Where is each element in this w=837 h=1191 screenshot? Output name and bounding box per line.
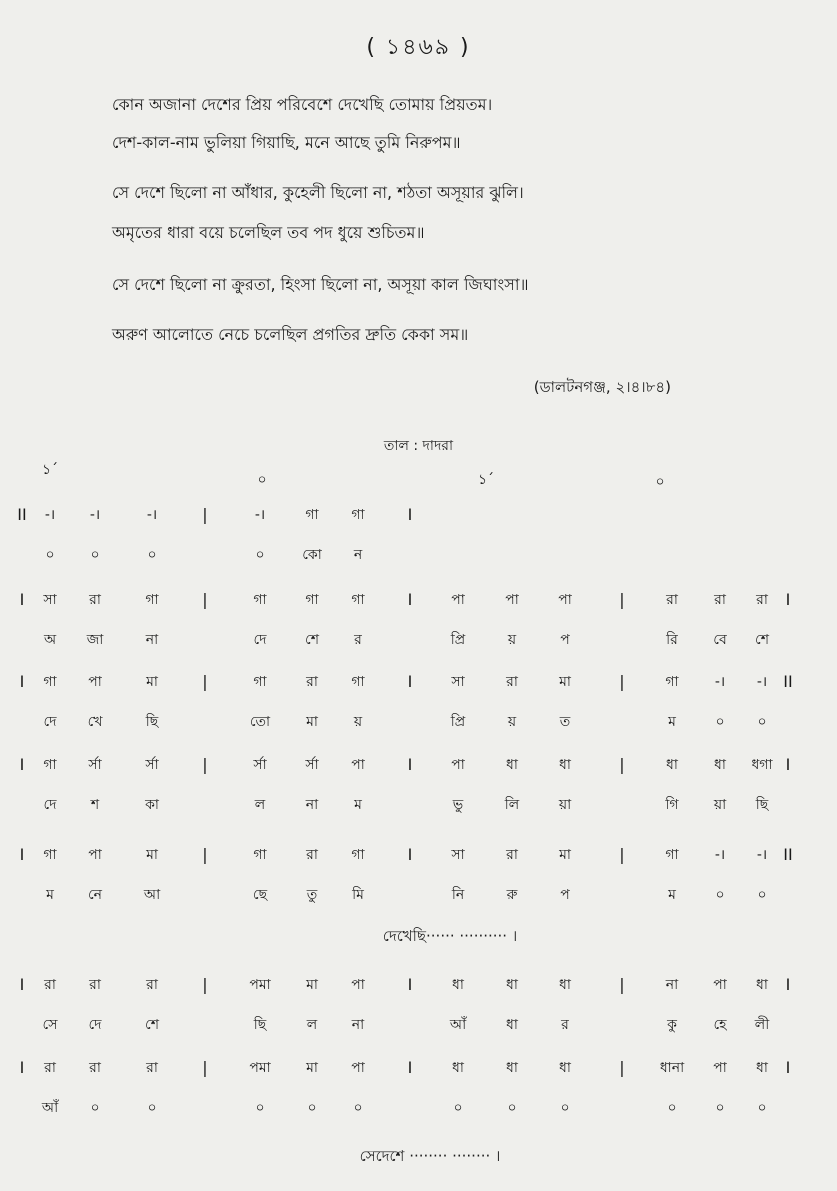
notation-swara: না bbox=[665, 977, 679, 993]
notation-swara: -। bbox=[756, 674, 768, 690]
notation-swara: গা bbox=[351, 507, 365, 523]
notation-swara: I bbox=[407, 505, 413, 524]
notation-swara: গা bbox=[665, 847, 679, 863]
notation-swara: I bbox=[19, 755, 25, 774]
notation-swara: রা bbox=[146, 1060, 158, 1076]
notation-lyric: নি bbox=[451, 887, 465, 903]
notation-swara: I bbox=[19, 590, 25, 609]
notation-lyric: প bbox=[560, 632, 570, 648]
notation-swara: পা bbox=[451, 757, 465, 773]
notation-swara: পা bbox=[351, 757, 365, 773]
notation-swara: -। bbox=[89, 507, 101, 523]
notation-lyric: ম bbox=[46, 887, 54, 903]
notation-lyric: ল bbox=[254, 797, 266, 813]
lyric-line: সে দেশে ছিলো না ক্রুরতা, হিংসা ছিলো না, অসূয়া কাল জিঘাংসা॥ bbox=[112, 275, 529, 294]
notation-lyric: হে bbox=[713, 1017, 727, 1033]
notation-swara: মা bbox=[559, 847, 571, 863]
notation-swara: র্সা bbox=[253, 757, 267, 773]
notation-swara: সা bbox=[43, 592, 57, 608]
notation-swara: গা bbox=[253, 674, 267, 690]
notation-lyric: আঁ bbox=[41, 1100, 59, 1116]
notation-lyric: গি bbox=[665, 797, 679, 813]
notation-swara: গা bbox=[351, 592, 365, 608]
notation-swara: পা bbox=[451, 592, 465, 608]
notation-lyric: দে bbox=[43, 797, 57, 813]
notation-lyric: য়া bbox=[558, 797, 572, 813]
notation-lyric: লি bbox=[504, 797, 520, 813]
notation-lyric: নে bbox=[87, 887, 103, 903]
notation-lyric: র bbox=[354, 632, 362, 648]
notation-lyric: ০ bbox=[255, 1100, 265, 1116]
notation-swara: মা bbox=[306, 977, 318, 993]
notation-lyric: আঁ bbox=[449, 1017, 467, 1033]
notation-swara: I bbox=[785, 1058, 791, 1077]
notation-lyric: সে bbox=[42, 1017, 58, 1033]
notation-swara: রা bbox=[89, 1060, 101, 1076]
notation-lyric: কা bbox=[145, 797, 159, 813]
lyric-line: সে দেশে ছিলো না আঁধার, কুহেলী ছিলো না, শঠতা অসূয়ার ঝুলি। bbox=[112, 183, 524, 202]
notation-lyric: বে bbox=[713, 632, 727, 648]
notation-swara: I bbox=[407, 755, 413, 774]
notation-swara: ধা bbox=[452, 977, 464, 993]
notation-swara: | bbox=[202, 590, 208, 609]
notation-lyric: শে bbox=[145, 1017, 159, 1033]
notation-lyric: দে bbox=[253, 632, 267, 648]
notation-swara: ধা bbox=[666, 757, 678, 773]
notation-swara: | bbox=[619, 755, 625, 774]
lyric-line: অরুণ আলোতে নেচে চলেছিল প্রগতির দ্রুতি কেকা সম॥ bbox=[112, 325, 469, 344]
notation-lyric: ০ bbox=[453, 1100, 463, 1116]
notation-swara: ধা bbox=[506, 757, 518, 773]
notation-swara: পা bbox=[351, 1060, 365, 1076]
notation-lyric: ন bbox=[353, 547, 363, 563]
notation-swara: পমা bbox=[249, 1060, 271, 1076]
notation-swara: সা bbox=[451, 847, 465, 863]
notation-swara: মা bbox=[306, 1060, 318, 1076]
page-number: ( ১৪৬৯ ) bbox=[366, 35, 471, 60]
notation-swara: -। bbox=[756, 847, 768, 863]
notation-swara: র্সা bbox=[305, 757, 319, 773]
notation-swara: | bbox=[619, 975, 625, 994]
notation-lyric: ছি bbox=[145, 714, 159, 730]
notation-swara: গা bbox=[253, 847, 267, 863]
notation-swara: রা bbox=[506, 847, 518, 863]
notation-swara: -। bbox=[44, 507, 56, 523]
notation-swara: মা bbox=[146, 674, 158, 690]
notation-swara: ধা bbox=[559, 757, 571, 773]
tala-mark: ১´ bbox=[477, 472, 495, 488]
notation-swara: ধা bbox=[756, 977, 768, 993]
notation-lyric: য় bbox=[507, 632, 517, 648]
notation-lyric: কো bbox=[302, 547, 322, 563]
notation-swara: -। bbox=[254, 507, 266, 523]
lyric-line: অমৃতের ধারা বয়ে চলেছিল তব পদ ধুয়ে শুচিতম॥ bbox=[112, 223, 425, 242]
notation-swara: পা bbox=[713, 977, 727, 993]
notation-lyric: ০ bbox=[715, 1100, 725, 1116]
notation-lyric: ছে bbox=[252, 887, 268, 903]
notation-swara: ধানা bbox=[659, 1060, 685, 1076]
notation-swara: গা bbox=[351, 674, 365, 690]
notation-lyric: ০ bbox=[507, 1100, 517, 1116]
notation-swara: পা bbox=[88, 847, 102, 863]
notation-lyric: য়া bbox=[713, 797, 727, 813]
notation-swara: সা bbox=[451, 674, 465, 690]
notation-lyric: য় bbox=[353, 714, 363, 730]
notation-swara: গা bbox=[351, 847, 365, 863]
notation-swara: মা bbox=[559, 674, 571, 690]
notation-lyric: শে bbox=[755, 632, 769, 648]
notation-swara: I bbox=[785, 755, 791, 774]
notation-swara: রা bbox=[666, 592, 678, 608]
notation-swara: পমা bbox=[249, 977, 271, 993]
notation-lyric: ভু bbox=[452, 797, 464, 813]
notation-lyric: র bbox=[561, 1017, 569, 1033]
notation-lyric: খে bbox=[87, 714, 103, 730]
notation-lyric: ০ bbox=[90, 547, 100, 563]
notation-lyric: ০ bbox=[560, 1100, 570, 1116]
notation-swara: গা bbox=[665, 674, 679, 690]
notation-lyric: ০ bbox=[90, 1100, 100, 1116]
notation-swara: II bbox=[17, 505, 27, 524]
notation-swara: মা bbox=[146, 847, 158, 863]
notation-swara: রা bbox=[306, 674, 318, 690]
notation-swara: ধা bbox=[559, 1060, 571, 1076]
notation-swara: | bbox=[202, 845, 208, 864]
notation-lyric: দে bbox=[88, 1017, 102, 1033]
notation-lyric: প্রি bbox=[450, 632, 466, 648]
notation-lyric: ০ bbox=[147, 1100, 157, 1116]
notation-lyric: কু bbox=[667, 1017, 677, 1033]
notation-swara: I bbox=[407, 845, 413, 864]
notation-lyric: রু bbox=[506, 887, 518, 903]
notation-lyric: শে bbox=[305, 632, 319, 648]
notation-swara: পা bbox=[713, 1060, 727, 1076]
notation-lyric: ম bbox=[668, 887, 676, 903]
notation-lyric: ০ bbox=[715, 887, 725, 903]
notation-lyric: লী bbox=[754, 1017, 770, 1033]
notation-lyric: ০ bbox=[757, 887, 767, 903]
notation-swara: রা bbox=[146, 977, 158, 993]
notation-swara: রা bbox=[89, 977, 101, 993]
notation-swara: I bbox=[19, 1058, 25, 1077]
notation-swara: | bbox=[202, 1058, 208, 1077]
notation-swara: ধগা bbox=[751, 757, 773, 773]
notation-swara: -। bbox=[714, 847, 726, 863]
notation-swara: | bbox=[619, 1058, 625, 1077]
notation-swara: র্সা bbox=[145, 757, 159, 773]
notation-swara: | bbox=[619, 672, 625, 691]
notation-lyric: ০ bbox=[307, 1100, 317, 1116]
notation-swara: গা bbox=[43, 674, 57, 690]
notation-swara: -। bbox=[714, 674, 726, 690]
notation-swara: রা bbox=[89, 592, 101, 608]
notation-swara: রা bbox=[756, 592, 768, 608]
notation-lyric: ছি bbox=[755, 797, 769, 813]
notation-swara: রা bbox=[44, 1060, 56, 1076]
notation-swara: গা bbox=[43, 847, 57, 863]
notation-swara: I bbox=[407, 1058, 413, 1077]
notation-swara: I bbox=[19, 845, 25, 864]
refrain-marker: সেদেশে ········ ········ । bbox=[359, 1147, 501, 1165]
notation-lyric: ধা bbox=[506, 1017, 518, 1033]
notation-lyric: দে bbox=[43, 714, 57, 730]
tala-mark: ০ bbox=[655, 474, 665, 490]
notation-swara: ধা bbox=[506, 1060, 518, 1076]
notation-swara: ধা bbox=[714, 757, 726, 773]
notation-lyric: ম bbox=[354, 797, 362, 813]
notation-swara: র্সা bbox=[88, 757, 102, 773]
notation-lyric: রি bbox=[666, 632, 678, 648]
notation-lyric: য় bbox=[507, 714, 517, 730]
notation-swara: গা bbox=[145, 592, 159, 608]
notation-lyric: ০ bbox=[715, 714, 725, 730]
notation-lyric: শ bbox=[90, 797, 100, 813]
notation-swara: রা bbox=[714, 592, 726, 608]
notation-swara: রা bbox=[306, 847, 318, 863]
notation-lyric: মি bbox=[352, 887, 364, 903]
notation-swara: I bbox=[19, 975, 25, 994]
refrain-marker: দেখেছি······ ·········· । bbox=[382, 927, 518, 945]
notation-lyric: ম bbox=[668, 714, 676, 730]
notation-lyric: তু bbox=[306, 887, 318, 903]
notation-lyric: না bbox=[145, 632, 159, 648]
notation-lyric: প bbox=[560, 887, 570, 903]
notation-swara: রা bbox=[44, 977, 56, 993]
notation-swara: I bbox=[407, 590, 413, 609]
notation-swara: | bbox=[202, 505, 208, 524]
notation-swara: গা bbox=[305, 592, 319, 608]
tala-heading: তাল : দাদরা bbox=[383, 438, 454, 454]
notation-swara: পা bbox=[351, 977, 365, 993]
notation-swara: ধা bbox=[506, 977, 518, 993]
lyric-line: দেশ-কাল-নাম ভুলিয়া গিয়াছি, মনে আছে তুমি নিরুপম॥ bbox=[112, 133, 461, 152]
notation-lyric: তো bbox=[249, 714, 271, 730]
notation-swara: | bbox=[619, 845, 625, 864]
notation-lyric: ০ bbox=[45, 547, 55, 563]
notation-swara: II bbox=[783, 845, 793, 864]
notation-swara: পা bbox=[505, 592, 519, 608]
notation-swara: | bbox=[202, 975, 208, 994]
notation-lyric: ছি bbox=[253, 1017, 267, 1033]
notation-swara: | bbox=[202, 672, 208, 691]
notation-lyric: ০ bbox=[255, 547, 265, 563]
notation-lyric: প্রি bbox=[450, 714, 466, 730]
notation-lyric: ০ bbox=[353, 1100, 363, 1116]
notation-lyric: অ bbox=[43, 632, 57, 648]
lyric-line: কোন অজানা দেশের প্রিয় পরিবেশে দেখেছি তোমায় প্রিয়তম। bbox=[112, 95, 493, 114]
notation-lyric: ০ bbox=[757, 1100, 767, 1116]
notation-lyric: ০ bbox=[757, 714, 767, 730]
notation-swara: I bbox=[785, 975, 791, 994]
notation-swara: I bbox=[407, 672, 413, 691]
notation-swara: গা bbox=[253, 592, 267, 608]
notation-swara: I bbox=[19, 672, 25, 691]
notation-swara: II bbox=[783, 672, 793, 691]
notation-swara: -। bbox=[146, 507, 158, 523]
notation-lyric: আ bbox=[143, 887, 161, 903]
tala-mark: ১´ bbox=[41, 462, 59, 478]
notation-lyric: ত bbox=[559, 714, 571, 730]
notation-swara: পা bbox=[88, 674, 102, 690]
notation-lyric: না bbox=[305, 797, 319, 813]
source-note: (ডালটনগঞ্জ, ২।৪।৮৪) bbox=[533, 378, 671, 396]
notation-swara: পা bbox=[558, 592, 572, 608]
notation-swara: গা bbox=[43, 757, 57, 773]
notation-lyric: ০ bbox=[667, 1100, 677, 1116]
notation-swara: | bbox=[619, 590, 625, 609]
tala-mark: ০ bbox=[257, 472, 267, 488]
notation-swara: গা bbox=[305, 507, 319, 523]
notation-swara: ধা bbox=[756, 1060, 768, 1076]
notation-lyric: না bbox=[351, 1017, 365, 1033]
notation-swara: I bbox=[785, 590, 791, 609]
notation-lyric: ০ bbox=[147, 547, 157, 563]
notation-swara: রা bbox=[506, 674, 518, 690]
notation-lyric: জা bbox=[86, 632, 104, 648]
notation-swara: ধা bbox=[452, 1060, 464, 1076]
notation-swara: I bbox=[407, 975, 413, 994]
notation-lyric: ল bbox=[306, 1017, 318, 1033]
notation-swara: ধা bbox=[559, 977, 571, 993]
notation-lyric: মা bbox=[306, 714, 318, 730]
notation-swara: | bbox=[202, 755, 208, 774]
